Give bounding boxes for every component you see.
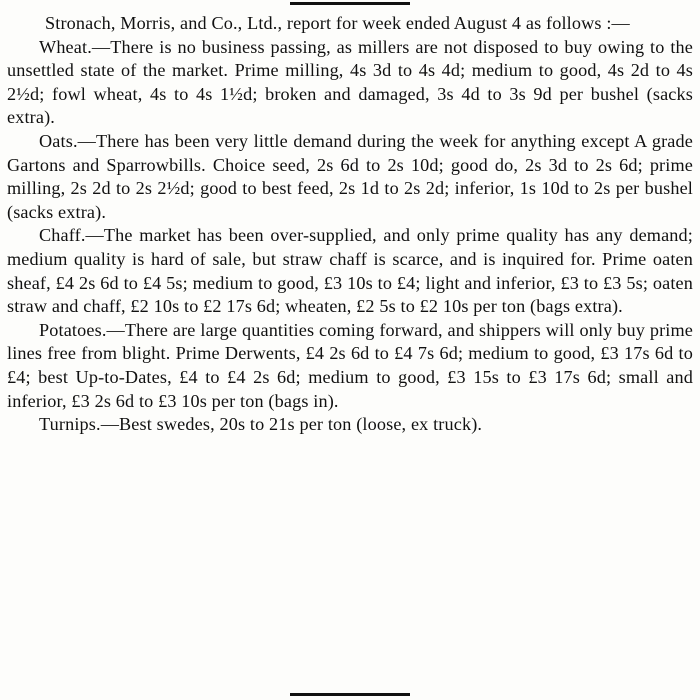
chaff-heading: Chaff.: [39, 225, 86, 246]
potatoes-paragraph: [7, 319, 693, 413]
turnips-heading: Turnips.: [39, 414, 101, 435]
turnips-paragraph: [7, 413, 693, 437]
top-divider-rule: [290, 2, 410, 5]
wheat-body: —There is no business passing, as millers are not disposed to buy owing to the unsettled state of the market. Prime milling, 4s 3d to 4s 4d; medium to good, 4s 2d to 4s 2½d; fowl wheat, 4s to 4s 1½d; broken and damaged, 3s 4d to 3s 9d per bushel (sacks extra).: [7, 36, 693, 128]
potatoes-body: —There are large quantities coming forward, and shippers will only buy prime lines free from blight. Prime Derwents, £4 2s 6d to £4 7s 6d; medium to good, £3 17s 6d to £4; best Up-to-Dates, £4 to £4 2s 6d; medium to good, £3 15s to £3 17s 6d; small and inferior, £3 2s 6d to £3 10s per ton (bags in).: [7, 319, 693, 411]
market-report: [7, 12, 693, 437]
oats-body: —There has been very little demand during the week for anything except A grade Gartons and Sparrowbills. Choice seed, 2s 6d to 2s 10d; good do, 2s 3d to 2s 6d; prime milling, 2s 2d to 2s 2½d; good to best feed, 2s 1d to 2s 2d; inferior, 1s 10d to 2s per bushel (sacks extra).: [7, 130, 693, 222]
wheat-heading: Wheat.: [39, 36, 92, 57]
wheat-paragraph: [7, 36, 693, 130]
report-intro: Stronach, Morris, and Co., Ltd., report for week ended August 4 as follows :—: [45, 13, 630, 33]
bottom-divider-rule: [290, 693, 410, 696]
oats-paragraph: [7, 130, 693, 224]
turnips-body: —Best swedes, 20s to 21s per ton (loose, ex truck).: [100, 414, 483, 435]
chaff-body: —The market has been over-supplied, and only prime quality has any demand; medium quality is hard of sale, but straw chaff is scarce, and is inquired for. Prime oaten sheaf, £4 2s 6d to £4 5s; medium to good, £3 10s to £4; light and inferior, £3 to £3 5s; oaten straw and chaff, £2 10s to £2 17s 6d; wheaten, £2 5s to £2 10s per ton (bags extra).: [7, 225, 693, 317]
oats-heading: Oats.: [39, 130, 78, 151]
chaff-paragraph: [7, 224, 693, 318]
potatoes-heading: Potatoes.: [39, 319, 107, 340]
